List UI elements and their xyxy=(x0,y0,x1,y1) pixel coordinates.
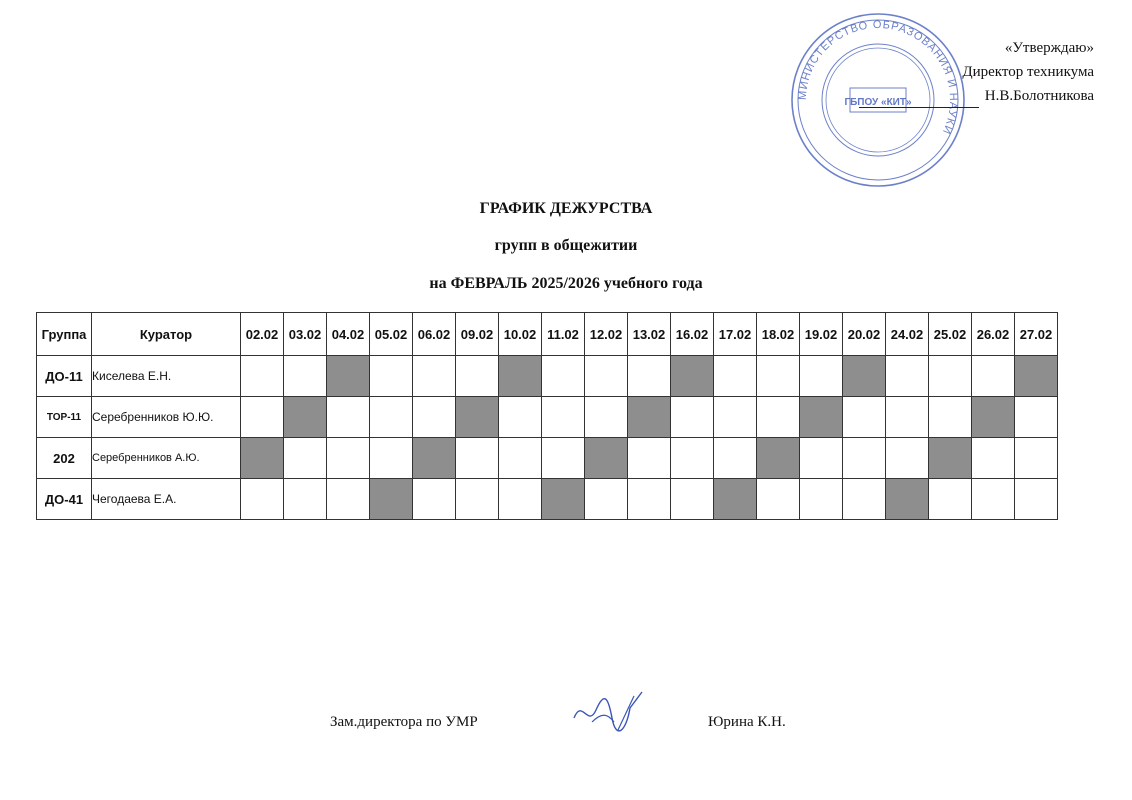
duty-cell xyxy=(370,438,413,479)
group-cell: 202 xyxy=(37,438,92,479)
duty-cell xyxy=(370,397,413,438)
duty-cell-filled xyxy=(456,397,499,438)
duty-cell xyxy=(284,479,327,520)
header-date: 11.02 xyxy=(542,313,585,356)
duty-cell-filled xyxy=(929,438,972,479)
duty-cell xyxy=(972,438,1015,479)
approval-line-1: «Утверждаю» xyxy=(1004,40,1094,56)
duty-cell xyxy=(929,479,972,520)
duty-cell-filled xyxy=(886,479,929,520)
duty-cell-filled xyxy=(585,438,628,479)
duty-cell xyxy=(843,397,886,438)
header-date: 27.02 xyxy=(1015,313,1058,356)
duty-cell xyxy=(542,438,585,479)
header-group: Группа xyxy=(37,313,92,356)
duty-cell xyxy=(800,438,843,479)
duty-cell-filled xyxy=(757,438,800,479)
signature-mark xyxy=(568,688,648,736)
duty-cell xyxy=(585,356,628,397)
duty-cell xyxy=(800,479,843,520)
duty-cell xyxy=(628,356,671,397)
header-date: 24.02 xyxy=(886,313,929,356)
duty-cell xyxy=(714,356,757,397)
duty-cell-filled xyxy=(714,479,757,520)
approval-line-2: Директор техникума xyxy=(962,64,1094,80)
duty-cell xyxy=(1015,438,1058,479)
duty-cell xyxy=(241,356,284,397)
duty-cell-filled xyxy=(499,356,542,397)
duty-cell-filled xyxy=(972,397,1015,438)
duty-cell xyxy=(241,397,284,438)
approval-block xyxy=(859,36,1094,108)
duty-cell xyxy=(499,438,542,479)
curator-cell: Серебренников Ю.Ю. xyxy=(92,397,241,438)
duty-cell xyxy=(542,356,585,397)
director-name: Н.В.Болотникова xyxy=(984,88,1094,104)
duty-cell xyxy=(327,438,370,479)
duty-cell xyxy=(929,397,972,438)
duty-cell xyxy=(800,356,843,397)
duty-cell-filled xyxy=(542,479,585,520)
duty-cell xyxy=(456,438,499,479)
header-date: 18.02 xyxy=(757,313,800,356)
duty-cell-filled xyxy=(843,356,886,397)
document-title: ГРАФИК ДЕЖУРСТВА xyxy=(479,200,653,217)
duty-cell xyxy=(1015,479,1058,520)
duty-cell xyxy=(843,479,886,520)
duty-cell xyxy=(843,438,886,479)
curator-cell: Киселева Е.Н. xyxy=(92,356,241,397)
header-date: 04.02 xyxy=(327,313,370,356)
duty-cell xyxy=(284,356,327,397)
duty-cell xyxy=(886,356,929,397)
duty-cell xyxy=(628,438,671,479)
footer-name: Юрина К.Н. xyxy=(708,714,786,730)
duty-cell-filled xyxy=(327,356,370,397)
table-row xyxy=(37,397,1058,438)
duty-schedule-table xyxy=(36,312,1058,520)
duty-cell xyxy=(327,479,370,520)
duty-cell xyxy=(413,479,456,520)
header-date: 02.02 xyxy=(241,313,284,356)
duty-cell xyxy=(413,356,456,397)
duty-cell xyxy=(671,479,714,520)
duty-cell xyxy=(886,397,929,438)
duty-cell xyxy=(413,397,456,438)
table-row xyxy=(37,479,1058,520)
header-date: 06.02 xyxy=(413,313,456,356)
duty-cell-filled xyxy=(370,479,413,520)
document-subtitle: групп в общежитии xyxy=(494,237,638,254)
duty-cell xyxy=(628,479,671,520)
duty-cell-filled xyxy=(1015,356,1058,397)
stamp-outer-text: МИНИСТЕРСТВО ОБРАЗОВАНИЯ И НАУКИ xyxy=(796,18,960,137)
duty-cell-filled xyxy=(284,397,327,438)
header-date: 20.02 xyxy=(843,313,886,356)
duty-cell xyxy=(972,479,1015,520)
duty-cell xyxy=(757,479,800,520)
group-cell: ТОР-11 xyxy=(37,397,92,438)
approval-line-3 xyxy=(859,84,1094,108)
duty-cell xyxy=(585,397,628,438)
header-date: 09.02 xyxy=(456,313,499,356)
footer-position: Зам.директора по УМР xyxy=(330,714,478,730)
header-date: 10.02 xyxy=(499,313,542,356)
duty-cell xyxy=(1015,397,1058,438)
duty-cell-filled xyxy=(413,438,456,479)
duty-cell xyxy=(327,397,370,438)
duty-cell xyxy=(714,438,757,479)
duty-cell xyxy=(370,356,413,397)
duty-cell-filled xyxy=(628,397,671,438)
duty-cell xyxy=(972,356,1015,397)
header-date: 25.02 xyxy=(929,313,972,356)
stamp-center-text: ГБПОУ «КИТ» xyxy=(844,97,912,108)
duty-cell xyxy=(886,438,929,479)
duty-cell-filled xyxy=(241,438,284,479)
curator-cell: Чегодаева Е.А. xyxy=(92,479,241,520)
header-date: 17.02 xyxy=(714,313,757,356)
duty-cell xyxy=(757,397,800,438)
duty-cell-filled xyxy=(800,397,843,438)
header-date: 12.02 xyxy=(585,313,628,356)
duty-cell xyxy=(671,438,714,479)
table-row xyxy=(37,438,1058,479)
curator-cell: Серебренников А.Ю. xyxy=(92,438,241,479)
group-cell: ДО-41 xyxy=(37,479,92,520)
duty-cell xyxy=(456,356,499,397)
signature-line xyxy=(859,91,979,108)
duty-cell xyxy=(714,397,757,438)
duty-cell xyxy=(284,438,327,479)
group-cell: ДО-11 xyxy=(37,356,92,397)
duty-cell xyxy=(456,479,499,520)
header-date: 03.02 xyxy=(284,313,327,356)
duty-cell xyxy=(671,397,714,438)
duty-cell-filled xyxy=(671,356,714,397)
duty-cell xyxy=(499,397,542,438)
table-row xyxy=(37,356,1058,397)
header-curator: Куратор xyxy=(92,313,241,356)
duty-cell xyxy=(757,356,800,397)
header-date: 26.02 xyxy=(972,313,1015,356)
header-date: 05.02 xyxy=(370,313,413,356)
document-period: на ФЕВРАЛЬ 2025/2026 учебного года xyxy=(429,275,703,292)
duty-cell xyxy=(585,479,628,520)
duty-cell xyxy=(499,479,542,520)
duty-cell xyxy=(241,479,284,520)
duty-cell xyxy=(542,397,585,438)
duty-cell xyxy=(929,356,972,397)
table-header-row xyxy=(37,313,1058,356)
header-date: 13.02 xyxy=(628,313,671,356)
header-date: 16.02 xyxy=(671,313,714,356)
header-date: 19.02 xyxy=(800,313,843,356)
